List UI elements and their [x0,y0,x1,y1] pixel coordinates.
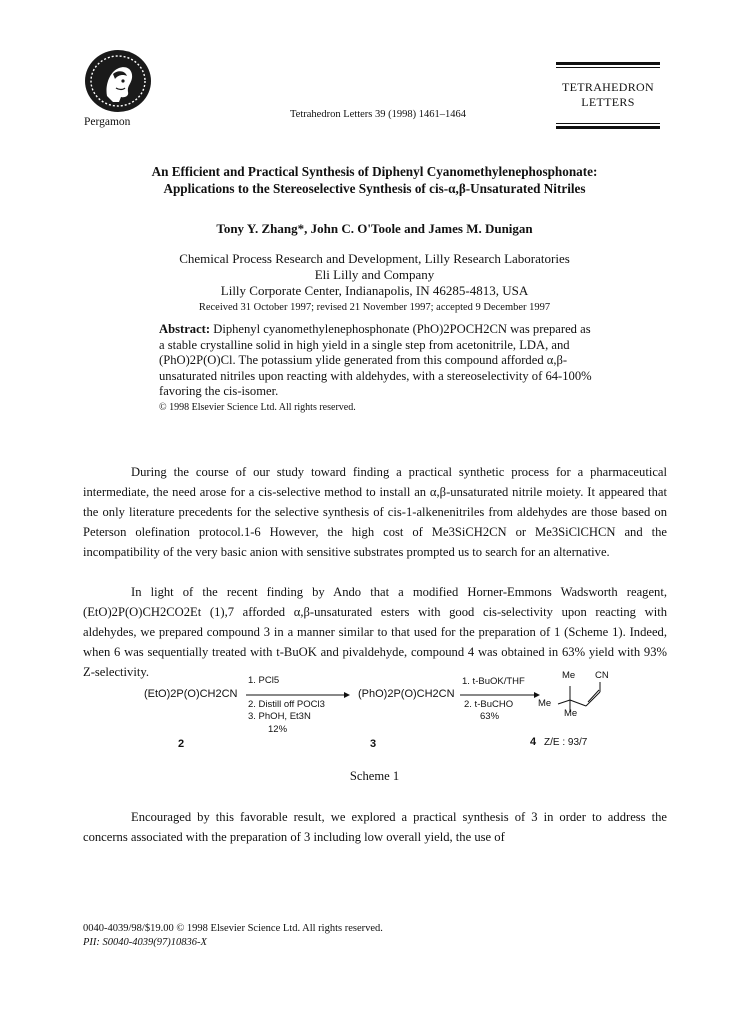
methyl-label-top: Me [562,670,576,681]
elsevier-tree-logo [83,48,153,114]
affiliation-line-2: Eli Lilly and Company [314,267,435,282]
header-rule-top [556,62,660,65]
reaction-scheme [120,672,640,762]
affiliation [100,251,649,299]
abstract-copyright: © 1998 Elsevier Science Ltd. All rights reserved. [159,401,356,413]
scheme-caption: Scheme 1 [349,769,400,783]
paragraph-text: In light of the recent finding by Ando that a modified Horner-Emmons Wadsworth reagent, (EtO)2P(O)CH2CO2Et (1),7 afforded α,β-unsaturated esters with good cis-selectivity upon reacting with aldehydes, we prepared compound 3 in a manner similar to that used for the preparation of 1 (Scheme 1). Indeed, when 6 was sequentially treated with t-BuOK and pivaldehyde, compound 4 was obtained in 63% yield with 93% Z-selectivity. [83,585,667,679]
header-rule-bottom-thin [556,123,660,124]
abstract-label: Abstract: [159,322,211,336]
affiliation-line-1: Chemical Process Research and Development, Lilly Research Laboratories [179,251,570,266]
article-title [100,163,649,197]
abstract [159,322,599,416]
compound-number-2: 2 [178,738,185,750]
footer-pii: PII: S0040-4039(97)10836-X [83,937,207,948]
body-paragraph-3 [83,807,667,847]
title-line-1: An Efficient and Practical Synthesis of Diphenyl Cyanomethylenephosphonate: [151,164,598,179]
received-dates: Received 31 October 1997; revised 21 November 1997; accepted 9 December 1997 [198,302,551,313]
abstract-text: Diphenyl cyanomethylenephosphonate (PhO)2POCH2CN was prepared as a stable crystalline solid in high yield in a single step from acetonitrile, LDA, and (PhO)2P(O)Cl. The potassium ylide generated from this compound afforded α,β-unsaturated nitriles upon reacting with aldehydes, with a stereoselectivity of 64-100% favoring the cis-isomer. [159,322,592,399]
header-rule-top-thin [556,67,660,68]
publisher-name: Pergamon [84,116,131,128]
journal-name-line2: LETTERS [581,95,635,109]
compound-2-formula: (EtO)2P(O)CH2CN [144,688,238,700]
footer [83,922,383,950]
nitrile-label: CN [595,670,609,681]
step2-reagent-b: 2. t-BuCHO [464,699,514,710]
body-paragraph-1 [83,462,667,562]
header-rule-bottom [556,126,660,129]
compound-number-3: 3 [370,738,377,750]
step1-reagent-c: 3. PhOH, Et3N [248,711,311,722]
affiliation-line-3: Lilly Corporate Center, Indianapolis, IN 46285-4813, USA [220,283,529,298]
journal-citation: Tetrahedron Letters 39 (1998) 1461–1464 [290,109,466,120]
body-paragraph-2 [83,582,667,682]
step1-reagent-a: 1. PCl5 [248,675,280,686]
compound-3-formula: (PhO)2P(O)CH2CN [358,688,455,700]
step1-yield: 12% [268,724,288,735]
journal-name-line1: TETRAHEDRON [562,80,654,94]
step2-reagent-a: 1. t-BuOK/THF [462,676,525,687]
compound-4-structure [550,680,630,724]
step1-reagent-b: 2. Distill off POCl3 [248,699,325,710]
paragraph-text: During the course of our study toward finding a practical synthetic process for a pharmaceutical intermediate, the need arose for a cis-selective method to install an α,β-unsaturated nitrile moiety. It appeared that the only literature precedents for the selective synthesis of cis-1-alkenenitriles from aldehydes are those based on Peterson olefination protocol.1-6 However, the high cost of Me3SiCH2CN or Me3SiClCHCN and the incompatibility of the very basic anion with sensitive substrates prompted us to search for an alternative. [83,465,667,559]
step2-yield: 63% [480,711,500,722]
methyl-label-bottom: Me [564,708,578,719]
paragraph-text: Encouraged by this favorable result, we explored a practical synthesis of 3 in order to address the concerns associated with the preparation of 3 including low overall yield, the use of [83,810,667,844]
author-list: Tony Y. Zhang*, John C. O'Toole and James M. Dunigan [216,221,533,236]
journal-name [556,80,660,110]
reaction-arrow-1 [246,691,350,699]
reaction-arrow-2 [460,691,540,699]
footer-issn-copyright: 0040-4039/98/$19.00 © 1998 Elsevier Science Ltd. All rights reserved. [83,923,383,934]
title-line-2: Applications to the Stereoselective Synthesis of cis-α,β-Unsaturated Nitriles [163,181,586,196]
ze-ratio: Z/E : 93/7 [544,737,588,748]
methyl-label-left: Me [538,698,552,709]
compound-number-4: 4 [530,736,537,748]
